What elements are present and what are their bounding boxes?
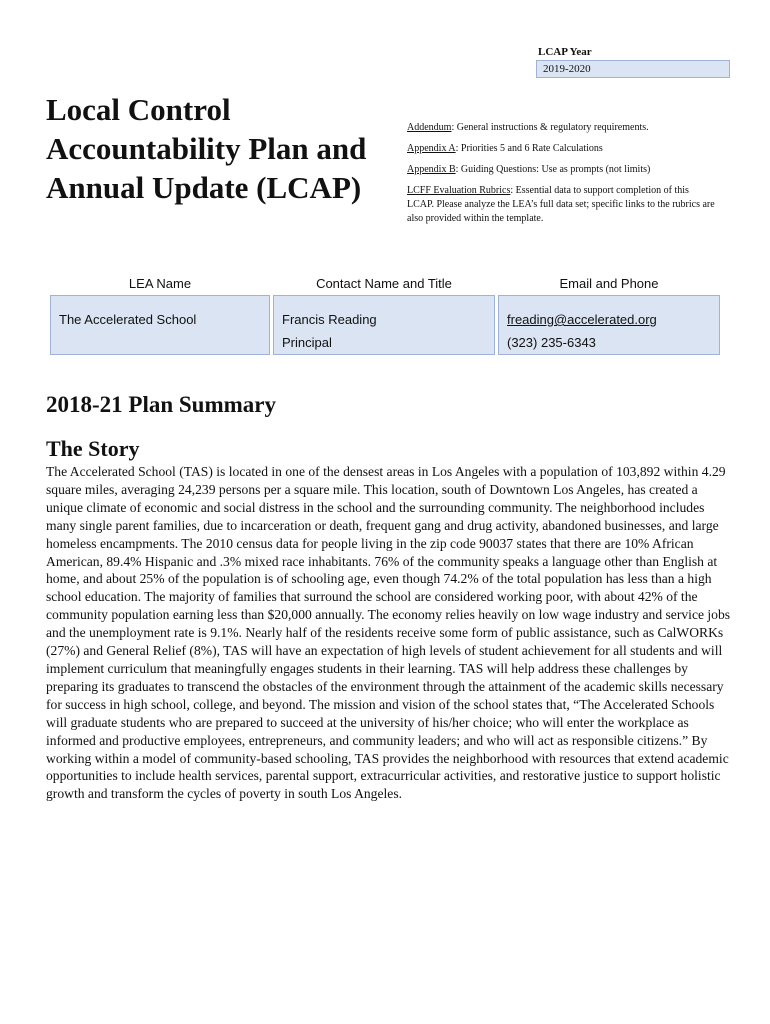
- contact-header: Contact Name and Title: [316, 276, 452, 291]
- contact-name-value: Francis Reading: [282, 312, 377, 327]
- appendix-a-link[interactable]: Appendix A: [407, 143, 456, 154]
- email-link[interactable]: freading@accelerated.org: [507, 312, 657, 327]
- story-heading: The Story: [46, 436, 140, 461]
- email-phone-header: Email and Phone: [559, 276, 659, 291]
- reference-list: [407, 121, 717, 233]
- lea-name-header: LEA Name: [128, 276, 192, 291]
- reference-appendix-b: Appendix B: Guiding Questions: Use as prompts (not limits): [407, 164, 651, 175]
- appendix-b-link[interactable]: Appendix B: [407, 164, 456, 175]
- lcap-year-label: LCAP Year: [538, 46, 592, 58]
- rubrics-link[interactable]: LCFF Evaluation Rubrics: [407, 185, 511, 196]
- plan-summary-title: 2018-21 Plan Summary: [46, 392, 276, 417]
- contact-cell[interactable]: [273, 295, 495, 355]
- email-phone-cell[interactable]: [498, 295, 720, 355]
- story-body: The Accelerated School (TAS) is located in one of the densest areas in Los Angeles with a population of 103,892 within 4.29 square miles, averaging 24,239 persons per a square mile. This location, south of Downtown Los Angeles, has created a unique climate of economic and social distress in the school and the surrounding community. The neighborhood includes many single parent families, due to incarceration or death, frequent gang and drug activity, abandoned businesses, and large homeless encampments. The 2010 census data for people living in the zip code 90037 states that there are 10% African American, 89.4% Hispanic and .3% mixed race inhabitants. 76% of the community speaks a language other than English at home, and about 25% of the population is of schooling age, even though 74.2% of the total population has less than a high school education. The majority of families that surround the school are considered working poor, with about 42% of the community population earning less than $20,000 annually. The economy relies heavily on low wage industry and service jobs and the unemployment rate is 9.1%. Nearly half of the residents receive some form of public assistance, such as CalWORKs (27%) and General Relief (8%), TAS will have an expectation of high levels of student achievement for all students and will implement curriculum that meaningfully engages students in their learning. TAS will help address these challenges by preparing its graduates to transcend the obstacles of the environment through the attainment of the academic skills necessary for success in high school, college, and beyond. The mission and vision of the school states that, “The Accelerated Schools will graduate students who are prepared to succeed at the university of his/her choice; who will enter the workplace as informed and productive employees, entrepreneurs, and community leaders; and who will act as responsible citizens.” By working within a model of community-based schooling, TAS provides the neighborhood with resources that extend academic opportunities to include health services, parental support, extracurricular activities, and restorative justice to support holistic growth and transform the cycles of poverty in south Los Angeles.: [46, 464, 731, 802]
- contact-title-value: Principal: [282, 335, 332, 350]
- document-title: Local Control Accountability Plan and Annual Update (LCAP): [46, 92, 367, 205]
- reference-addendum: Addendum: General instructions & regulatory requirements.: [407, 122, 649, 133]
- lea-name-cell[interactable]: [50, 295, 270, 355]
- reference-appendix-a: Appendix A: Priorities 5 and 6 Rate Calculations: [407, 143, 603, 154]
- phone-value: (323) 235-6343: [507, 335, 596, 350]
- lcap-year-field[interactable]: 2019-2020: [536, 60, 730, 78]
- lea-name-value: The Accelerated School: [59, 312, 197, 327]
- addendum-link[interactable]: Addendum: [407, 122, 452, 133]
- reference-rubrics: LCFF Evaluation Rubrics: Essential data to support completion of this LCAP. Please analyze the LEA’s full data set; specific links to the rubrics are also provided within the template.: [407, 185, 715, 224]
